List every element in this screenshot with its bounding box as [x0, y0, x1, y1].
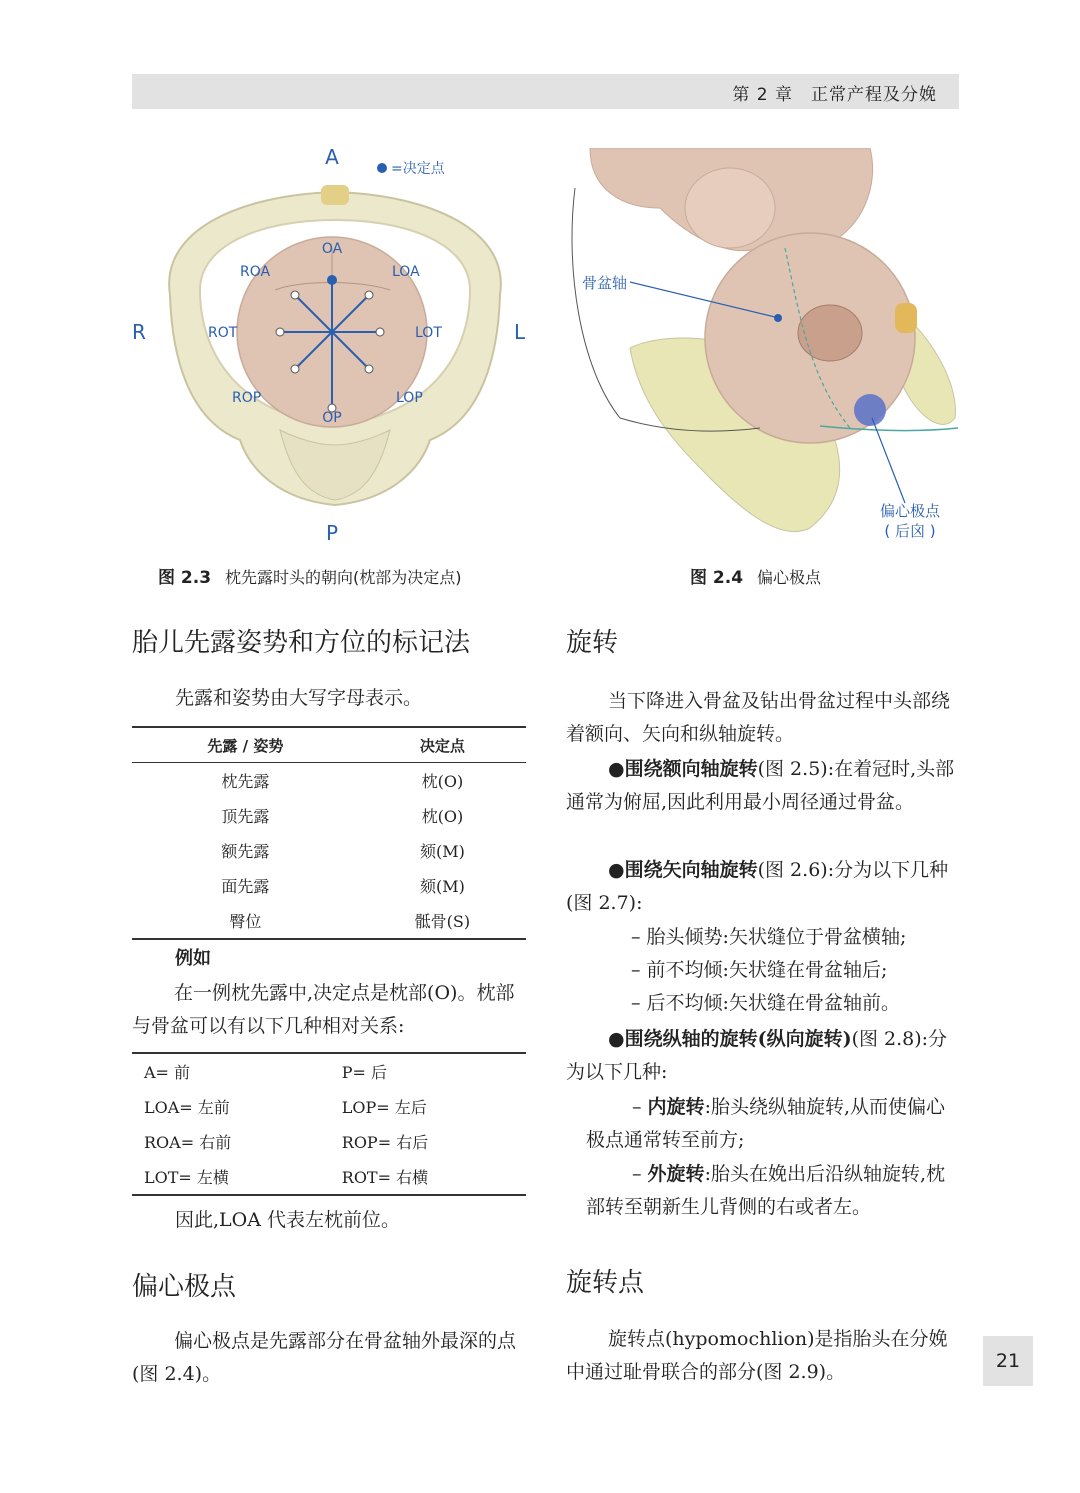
- paragraph-therefore: 因此,LOA 代表左枕前位。: [175, 1209, 400, 1231]
- heading-eccentric-pole: 偏心极点: [132, 1272, 237, 1302]
- table-row: [132, 1089, 526, 1124]
- bullet-dot-icon: ●: [608, 758, 625, 780]
- bullet-text: (图 2.8):分为以下几种:: [566, 1028, 948, 1083]
- label-OA: OA: [321, 241, 343, 257]
- label-ROP: ROP: [232, 390, 262, 406]
- heading-pivot: 旋转点: [566, 1268, 645, 1298]
- bullet-title: 围绕纵轴的旋转(纵向旋转): [624, 1028, 852, 1050]
- table-cell: 颏(M): [419, 877, 465, 896]
- table-cell: 臀位: [132, 903, 359, 939]
- subitem-title: 内旋转: [647, 1096, 705, 1118]
- figure-2-3-caption: [158, 563, 462, 588]
- table-cell: LOA= 左前: [144, 1098, 230, 1117]
- table-cell: LOP= 左后: [341, 1098, 427, 1117]
- label-L: L: [514, 320, 526, 344]
- label-OP: OP: [322, 410, 342, 426]
- example-label: 例如: [175, 948, 211, 969]
- table-cell: 枕先露: [221, 772, 270, 791]
- axis-point: [774, 314, 782, 322]
- bullet-title: 围绕矢向轴旋转: [624, 859, 758, 881]
- table-row: [132, 903, 526, 939]
- table-cell: ROP= 右后: [341, 1133, 429, 1152]
- table-cell: ROT= 右横: [330, 1159, 526, 1195]
- eccentric-pole-marker: [854, 394, 886, 426]
- table-cell: 骶骨(S): [359, 903, 526, 939]
- label-LOT: LOT: [415, 325, 442, 341]
- caption-number: 图 2.3: [158, 568, 212, 588]
- table-row: [132, 1159, 526, 1195]
- bullet-sagittal-axis: [566, 854, 960, 920]
- table-cell: 顶先露: [221, 807, 270, 826]
- label-LOA: LOA: [392, 264, 420, 280]
- label-P: P: [325, 521, 339, 545]
- bullet-frontal-axis: [566, 753, 960, 819]
- table-cell: P= 后: [330, 1053, 526, 1089]
- position-table: [132, 1052, 526, 1196]
- table-cell: 枕(O): [421, 807, 464, 826]
- internal-rotation-item: – 内旋转:胎头绕纵轴旋转,从而使偏心极点通常转至前方;: [586, 1096, 946, 1151]
- bullet-text: (图 2.5):在着冠时,头部通常为俯屈,因此利用最小周径通过骨盆。: [566, 758, 955, 813]
- bullet-text: (图 2.6):分为以下几种(图 2.7):: [566, 859, 949, 914]
- label-pole-sub: ( 后囟 ): [884, 522, 936, 540]
- sagittal-subitems: [566, 921, 960, 1020]
- chapter-title: 第 2 章 正常产程及分娩: [732, 85, 937, 105]
- table-cell: 面先露: [221, 877, 270, 896]
- figure-2-4-eccentric-pole: [560, 148, 960, 548]
- table-cell: 颏(M): [419, 842, 465, 861]
- table-cell: A= 前: [132, 1053, 330, 1089]
- running-header: [132, 74, 959, 109]
- table-row: [132, 833, 526, 868]
- label-R: R: [132, 320, 146, 344]
- subitem-text: :胎头绕纵轴旋转,从而使偏心极点通常转至前方;: [586, 1096, 946, 1151]
- subitem-text: :胎头在娩出后沿纵轴旋转,枕部转至朝新生儿背侧的右或者左。: [586, 1163, 946, 1218]
- legend-text: =决定点: [391, 161, 445, 177]
- caption-text: 枕先露时头的朝向(枕部为决定点): [225, 568, 462, 587]
- table-cell: LOT= 左横: [132, 1159, 330, 1195]
- list-item: – 前不均倾:矢状缝在骨盆轴后;: [631, 959, 888, 981]
- caption-text: 偏心极点: [757, 568, 822, 587]
- table-row: [132, 1124, 526, 1159]
- list-item: – 胎头倾势:矢状缝位于骨盆横轴;: [631, 926, 907, 948]
- label-pole: 偏心极点: [879, 502, 941, 520]
- bullet-title: 围绕额向轴旋转: [624, 758, 758, 780]
- table-header: 先露 / 姿势: [132, 727, 359, 763]
- table-cell: 枕(O): [421, 772, 464, 791]
- table-row: [132, 1053, 526, 1089]
- label-ROT: ROT: [208, 325, 238, 341]
- table-row: [132, 868, 526, 903]
- heading-rotation: 旋转: [566, 628, 619, 658]
- pubic-symphysis: [321, 185, 349, 205]
- bullet-dot-icon: ●: [608, 1028, 625, 1050]
- paragraph-intro: 先露和姿势由大写字母表示。: [175, 687, 423, 709]
- label-pelvic-axis: 骨盆轴: [582, 274, 628, 292]
- subitem-title: 外旋转: [647, 1163, 705, 1185]
- paragraph-example: 在一例枕先露中,决定点是枕部(O)。枕部与骨盆可以有以下几种相对关系:: [132, 982, 515, 1037]
- heading-notation: 胎儿先露姿势和方位的标记法: [132, 628, 471, 658]
- label-A: A: [325, 145, 339, 169]
- label-LOP: LOP: [396, 390, 423, 406]
- paragraph-eccentric-pole: 偏心极点是先露部分在骨盆轴外最深的点(图 2.4)。: [132, 1330, 517, 1385]
- table-header: 决定点: [359, 727, 526, 763]
- paragraph-rotation: 当下降进入骨盆及钻出骨盆过程中头部绕着额向、矢向和纵轴旋转。: [566, 690, 951, 745]
- figure-2-4-caption: [690, 563, 821, 588]
- table-cell: 额先露: [221, 842, 270, 861]
- figure-2-3-pelvis-top-view: [130, 140, 540, 550]
- external-rotation-item: – 外旋转:胎头在娩出后沿纵轴旋转,枕部转至朝新生儿背侧的右或者左。: [586, 1163, 946, 1218]
- table-cell: ROA= 右前: [144, 1133, 232, 1152]
- caption-number: 图 2.4: [690, 568, 744, 588]
- table-row: [132, 763, 526, 799]
- label-ROA: ROA: [240, 264, 271, 280]
- paragraph-pivot: 旋转点(hypomochlion)是指胎头在分娩中通过耻骨联合的部分(图 2.9)。: [566, 1328, 948, 1383]
- bullet-longitudinal-axis: [566, 1023, 960, 1089]
- decision-point-dot: [327, 275, 337, 285]
- page-number: 21: [983, 1336, 1033, 1386]
- table-row: [132, 798, 526, 833]
- legend-dot: [377, 163, 387, 173]
- list-item: – 后不均倾:矢状缝在骨盆轴前。: [631, 992, 900, 1014]
- bullet-dot-icon: ●: [608, 859, 625, 881]
- presentation-table: [132, 726, 526, 940]
